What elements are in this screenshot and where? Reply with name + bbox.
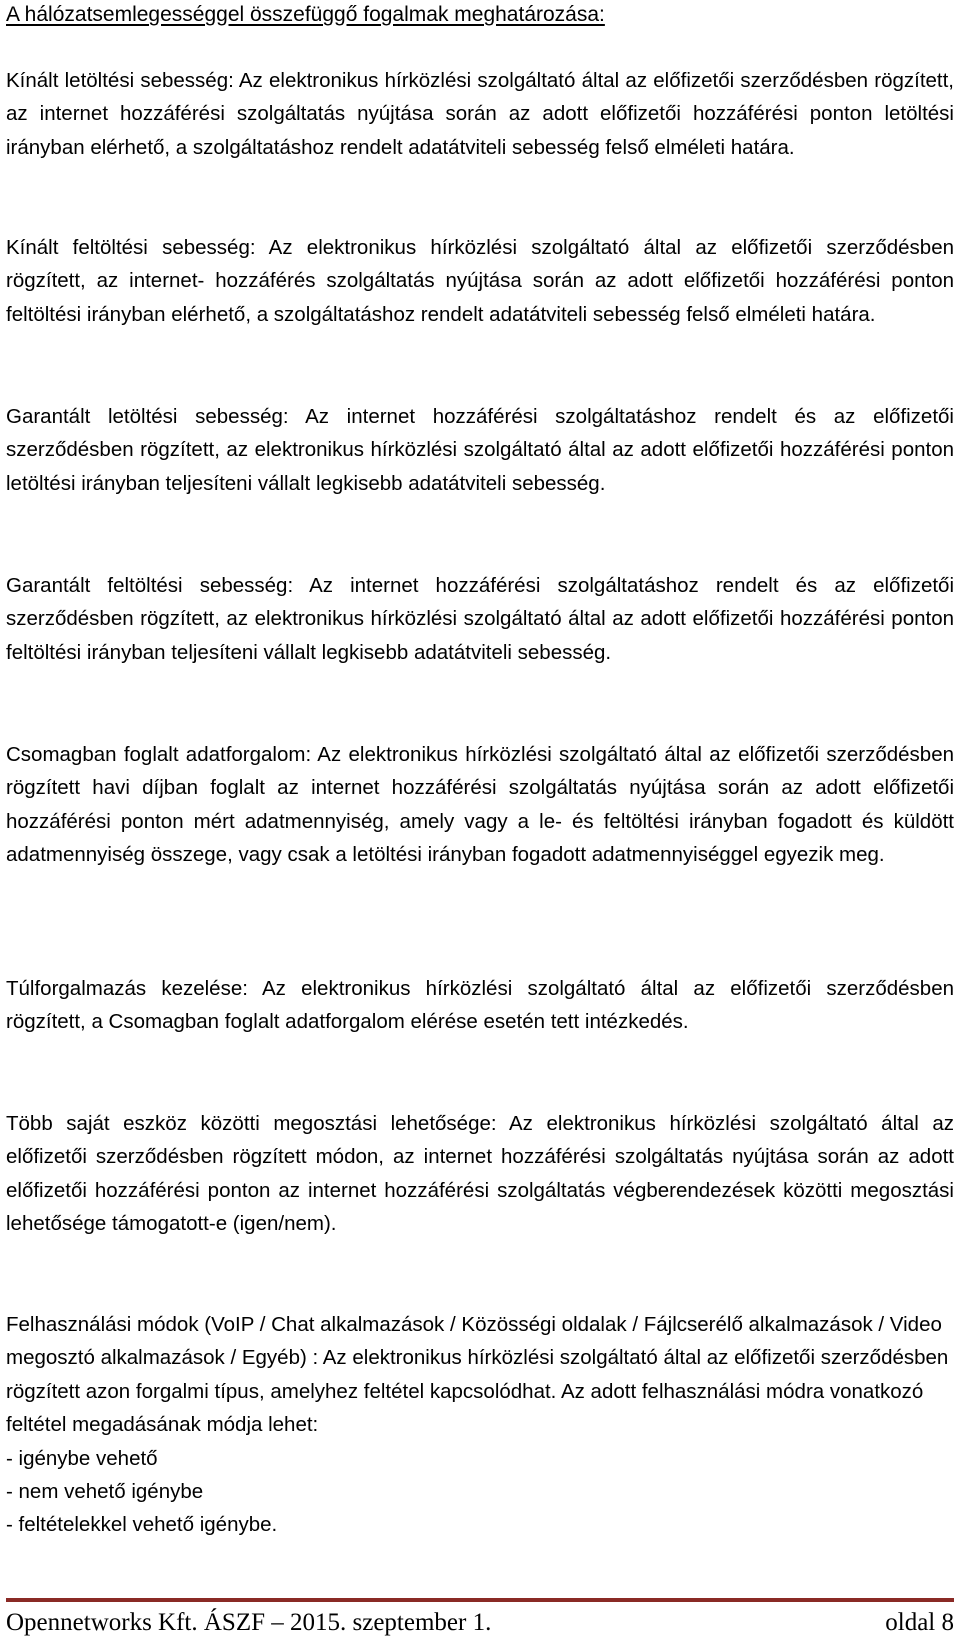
section-heading: A hálózatsemlegességgel összefüggő fogalmak meghatározása: bbox=[6, 3, 605, 26]
definition-overuse-handling: Túlforgalmazás kezelése: Az elektronikus hírközlési szolgáltató által az előfizetői szerződésben rögzített, a Csomagban foglalt adatforgalom elérése esetén tett intézkedés. bbox=[6, 977, 954, 1034]
definition-guaranteed-download-speed: Garantált letöltési sebesség: Az internet hozzáférési szolgáltatáshoz rendelt és az előfizetői szerződésben rögzített, az elektronikus hírközlési szolgáltató által az adott előfizetői hozzáférési ponton letöltési irányban teljesíteni vállalt legkisebb adatátviteli sebesség. bbox=[6, 405, 954, 495]
footer-document-info: Opennetworks Kft. ÁSZF – 2015. szeptember 1. bbox=[6, 1609, 492, 1636]
definition-offered-download-speed: Kínált letöltési sebesség: Az elektronikus hírközlési szolgáltató által az előfizetői szerződésben rögzített, az internet hozzáférési szolgáltatás nyújtása során az adott előfizetői hozzáférési ponton letöltési irányban elérhető, a szolgáltatáshoz rendelt adatátviteli sebesség felső elméleti határa. bbox=[6, 69, 954, 159]
definition-guaranteed-upload-speed: Garantált feltöltési sebesség: Az internet hozzáférési szolgáltatáshoz rendelt és az előfizetői szerződésben rögzített, az elektronikus hírközlési szolgáltató által az adott előfizetői hozzáférési ponton feltöltési irányban teljesíteni vállalt legkisebb adatátviteli sebesség. bbox=[6, 574, 954, 664]
footer-divider bbox=[6, 1598, 954, 1602]
page-footer bbox=[6, 1606, 954, 1640]
usage-mode-options-list bbox=[6, 1442, 954, 1542]
definition-usage-modes-block bbox=[6, 1308, 954, 1542]
definition-offered-upload-speed: Kínált feltöltési sebesség: Az elektronikus hírközlési szolgáltató által az előfizetői szerződésben rögzített, az internet- hozzáférés szolgáltatás nyújtása során az adott előfizetői hozzáférési ponton feltöltési irányban elérhető, a szolgáltatáshoz rendelt adatátviteli sebesség felső elméleti határa. bbox=[6, 236, 954, 326]
document-page bbox=[6, 0, 954, 1537]
footer-page-number: oldal 8 bbox=[885, 1609, 954, 1636]
list-item: - igénybe vehető bbox=[6, 1446, 158, 1470]
definition-included-data-traffic: Csomagban foglalt adatforgalom: Az elektronikus hírközlési szolgáltató által az előfizetői szerződésben rögzített havi díjban foglalt az internet hozzáférési szolgáltatás nyújtása során az adott előfizetői hozzáférési ponton mért adatmennyiség, amely vagy a le- és feltöltési irányban fogadott és küldött adatmennyiség összege, vagy csak a letöltési irányban fogadott adatmennyiséggel egyezik meg. bbox=[6, 743, 954, 867]
list-item: - nem vehető igénybe bbox=[6, 1480, 204, 1504]
definition-device-sharing: Több saját eszköz közötti megosztási lehetősége: Az elektronikus hírközlési szolgáltató által az előfizetői szerződésben rögzített módon, az internet hozzáférési szolgáltatás nyújtása során az adott előfizetői hozzáférési ponton az internet hozzáférési szolgáltatás végberendezések közötti megosztási lehetősége támogatott-e (igen/nem). bbox=[6, 1112, 954, 1236]
list-item: - feltételekkel vehető igénybe. bbox=[6, 1513, 278, 1537]
definition-usage-modes: Felhasználási módok (VoIP / Chat alkalmazások / Közösségi oldalak / Fájlcserélő alkalmazások / Video megosztó alkalmazások / Egyéb) : Az elektronikus hírközlési szolgáltató által az előfizetői szerződésben rögzített azon forgalmi típus, amelyhez feltétel kapcsolódhat. Az adott felhasználási módra vonatkozó feltétel megadásának módja lehet: bbox=[6, 1313, 949, 1437]
